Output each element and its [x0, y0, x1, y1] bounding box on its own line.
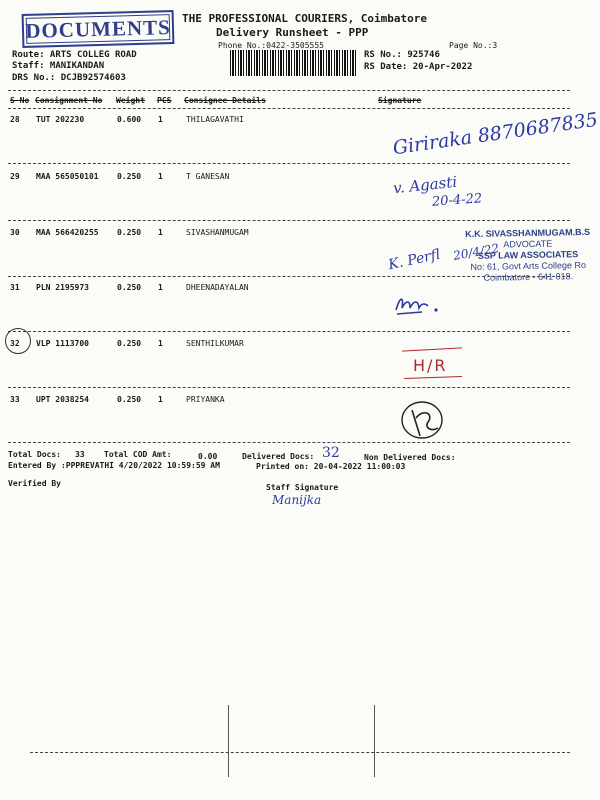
advocate-stamp — [448, 227, 600, 285]
row-divider — [8, 220, 570, 221]
table-row — [0, 172, 600, 184]
table-row — [0, 395, 600, 407]
delivered-count: 32 — [322, 445, 340, 461]
entered-by: Entered By :PPPREVATHI 4/20/2022 10:59:59 AM — [8, 461, 220, 470]
signature-31 — [392, 292, 452, 318]
row-consignee: T GANESAN — [186, 172, 230, 181]
row-weight: 0.250 — [117, 228, 142, 237]
row-consignment: MAA 566420255 — [36, 228, 99, 237]
barcode — [230, 50, 358, 76]
total-docs-label: Total Docs: — [8, 450, 61, 459]
signature-28: Giriraka 8870687835 — [391, 108, 600, 160]
rs-number: RS No.: 925746 — [364, 50, 440, 60]
row-consignment: MAA 565050101 — [36, 172, 99, 181]
row-consignee: SENTHILKUMAR — [186, 339, 244, 348]
law-stamp-line5: Coimbatore - 641 018. — [483, 271, 574, 283]
row-pcs: 1 — [158, 283, 163, 292]
col-signature: Signature — [378, 96, 422, 105]
row-pcs: 1 — [158, 115, 163, 124]
row-weight: 0.250 — [117, 339, 142, 348]
table-bottom-rule — [8, 442, 570, 443]
cod-label: Total COD Amt: — [104, 450, 172, 459]
law-stamp-line2: ADVOCATE — [503, 238, 553, 250]
law-stamp-line4: No: 61, Govt Arts College Ro — [470, 259, 587, 273]
row-weight: 0.250 — [117, 283, 142, 292]
staff: Staff: MANIKANDAN — [12, 61, 105, 71]
runsheet-title: Delivery Runsheet - PPP — [216, 26, 369, 39]
row-sno: 29 — [10, 172, 20, 181]
row-sno: 32 — [10, 339, 20, 348]
col-weight: Weight — [116, 96, 145, 105]
col-consignment: Consignment No — [35, 96, 103, 105]
red-line — [404, 376, 462, 379]
row-divider — [8, 387, 570, 388]
table-row — [0, 283, 600, 295]
vertical-mark — [228, 705, 229, 777]
row-consignee: DHEENADAYALAN — [186, 283, 249, 292]
signature-29-date: 20-4-22 — [431, 191, 483, 210]
row-consignment: PLN 2195973 — [36, 283, 89, 292]
row-sno: 31 — [10, 283, 20, 292]
signature-29: v. Agasti — [392, 172, 458, 198]
signature-33 — [398, 398, 448, 444]
company-name: THE PROFESSIONAL COURIERS, Coimbatore — [182, 12, 428, 25]
table-header — [0, 96, 600, 108]
row-divider — [8, 163, 570, 164]
row-consignment: VLP 1113700 — [36, 339, 89, 348]
row-sno: 28 — [10, 115, 20, 124]
col-sno: S No — [10, 96, 30, 105]
row-weight: 0.250 — [117, 395, 142, 404]
staff-signature-label: Staff Signature — [266, 483, 339, 492]
hr-mark: H/R — [413, 356, 448, 375]
phone-number: Phone No.:0422-3505555 — [218, 41, 324, 50]
row-weight: 0.250 — [117, 172, 142, 181]
page-number: Page No.:3 — [449, 41, 498, 50]
rs-date: RS Date: 20-Apr-2022 — [364, 62, 473, 72]
row-consignee: PRIYANKA — [186, 395, 225, 404]
row-sno: 33 — [10, 395, 20, 404]
drs-number: DRS No.: DCJB92574603 — [12, 73, 126, 83]
row-pcs: 1 — [158, 339, 163, 348]
col-consignee: Consignee Details — [184, 96, 266, 105]
row-sno: 30 — [10, 228, 20, 237]
law-stamp-line3: SSP LAW ASSOCIATES — [477, 249, 579, 261]
printed-on: Printed on: 20-04-2022 11:00:03 — [256, 462, 406, 471]
stamp-text: DOCUMENTS — [24, 14, 172, 43]
row-pcs: 1 — [158, 172, 163, 181]
staff-signature: Manijka — [272, 493, 322, 507]
row-pcs: 1 — [158, 228, 163, 237]
row-pcs: 1 — [158, 395, 163, 404]
signature-30-date: 20/4/22 — [452, 241, 501, 263]
vertical-mark — [374, 705, 375, 777]
row-consignment: UPT 2038254 — [36, 395, 89, 404]
signature-30: K. Perfl — [386, 246, 442, 274]
documents-stamp — [22, 10, 175, 48]
col-pcs: PCS — [157, 96, 172, 105]
non-delivered-label: Non Delivered Docs: — [364, 453, 456, 462]
bottom-dashed-line — [30, 752, 570, 753]
verified-by: Verified By — [8, 479, 61, 488]
row-consignee: SIVASHANMUGAM — [186, 228, 249, 237]
cod-value: 0.00 — [198, 452, 218, 461]
total-docs-value: 33 — [75, 450, 85, 459]
route: Route: ARTS COLLEG ROAD — [12, 50, 137, 60]
law-stamp-line1: K.K. SIVASSHANMUGAM.B.S — [465, 226, 591, 240]
header-bottom-rule — [8, 108, 570, 109]
delivered-label: Delivered Docs: — [242, 452, 315, 461]
table-row — [0, 339, 600, 351]
row-divider — [8, 331, 570, 332]
row-consignment: TUT 202230 — [36, 115, 85, 124]
row-weight: 0.600 — [117, 115, 142, 124]
header-top-rule — [8, 90, 570, 91]
row-consignee: THILAGAVATHI — [186, 115, 244, 124]
